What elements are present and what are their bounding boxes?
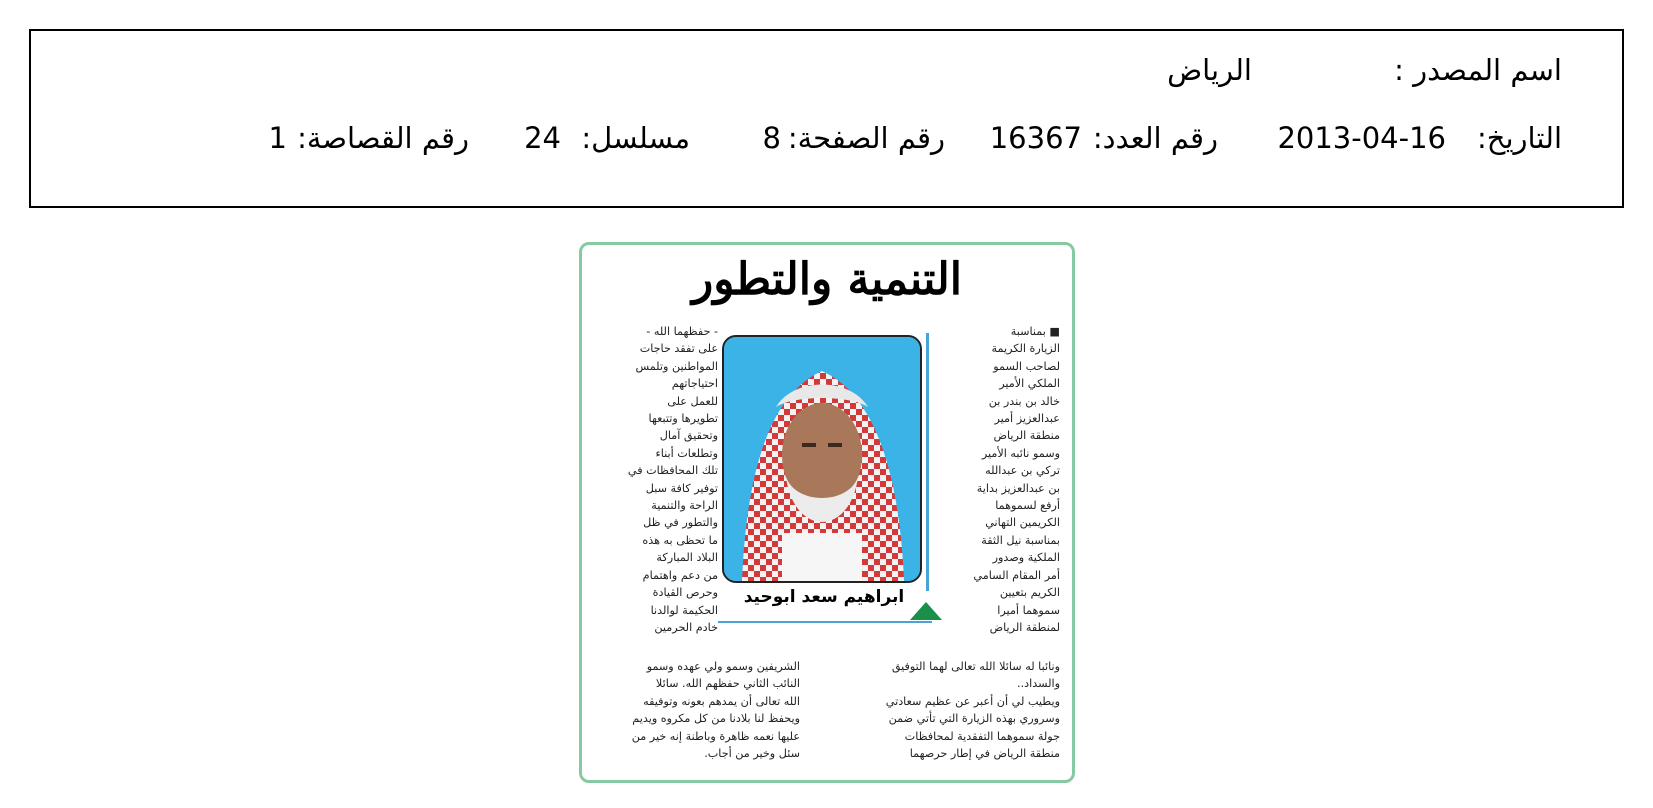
photo-caption: ابراهيم سعد ابوحيد bbox=[743, 587, 905, 607]
person-portrait-icon bbox=[724, 337, 920, 581]
metadata-box bbox=[29, 29, 1624, 208]
page-label: رقم الصفحة: bbox=[787, 121, 945, 155]
article-headline: التنمية والتطور bbox=[691, 254, 963, 305]
serial-label: مسلسل: bbox=[581, 121, 690, 155]
issue-value: 16367 bbox=[989, 121, 1082, 155]
newspaper-clipping bbox=[579, 242, 1075, 783]
article-bottom-right: ونائبا له سائلا الله تعالى لهما التوفيق والسداد.. ويطيب لي أن أعبر عن عظيم سعادتي وسروري بهذه الزيارة التي تأتي ضمن جولة سموهما التفقدية لمحافظات منطقة الرياض في إطار حرصهما bbox=[885, 660, 1060, 761]
serial-value: 24 bbox=[524, 121, 561, 155]
source-value: الرياض bbox=[1167, 53, 1252, 87]
caption-rule bbox=[718, 621, 932, 623]
issue-label: رقم العدد: bbox=[1092, 121, 1218, 155]
article-column-left: - حفظهما الله - على تفقد حاجات المواطنين وتلمس احتياجاتهم للعمل على تطويرها وتتبعها وتحقيق آمال وتطلعات أبناء تلك المحافظات في توفير كافة سبل الراحة والتنمية والتطور في ظل ما تحظى به هذه البلاد المباركة من دعم واهتمام وحرص القيادة الحكيمة لوالدنا خادم الحرمين bbox=[627, 325, 718, 634]
source-label: اسم المصدر : bbox=[1394, 53, 1562, 87]
article-column-right: ■ بمناسبة الزيارة الكريمة لصاحب السمو الملكي الأمير خالد بن بندر بن عبدالعزيز أمير منطقة الرياض وسمو نائبه الأمير تركي بن عبدالله بن عبدالعزيز بداية أرفع لسموهما الكريمين التهاني بمناسبة نيل الثقة الملكية وصدور أمر المقام السامي الكريم بتعيين سموهما أميرا لمنطقة الرياض bbox=[973, 325, 1060, 634]
column-divider-rule bbox=[926, 333, 929, 591]
clip-label: رقم القصاصة: bbox=[297, 121, 469, 155]
date-value: 2013-04-16 bbox=[1277, 121, 1446, 155]
page-value: 8 bbox=[762, 121, 781, 155]
date-label: التاريخ: bbox=[1476, 121, 1562, 155]
clip-value: 1 bbox=[268, 121, 287, 155]
article-bottom-left: الشريفين وسمو ولي عهده وسمو النائب الثاني حفظهم الله. سائلا الله تعالى أن يمدهم بعونه وتوفيقه ويحفظ لنا بلادنا من كل مكروه ويديم عليها نعمه ظاهرة وباطنة إنه خير من سئل وخير من أجاب. bbox=[631, 660, 800, 761]
author-photo bbox=[722, 335, 922, 583]
